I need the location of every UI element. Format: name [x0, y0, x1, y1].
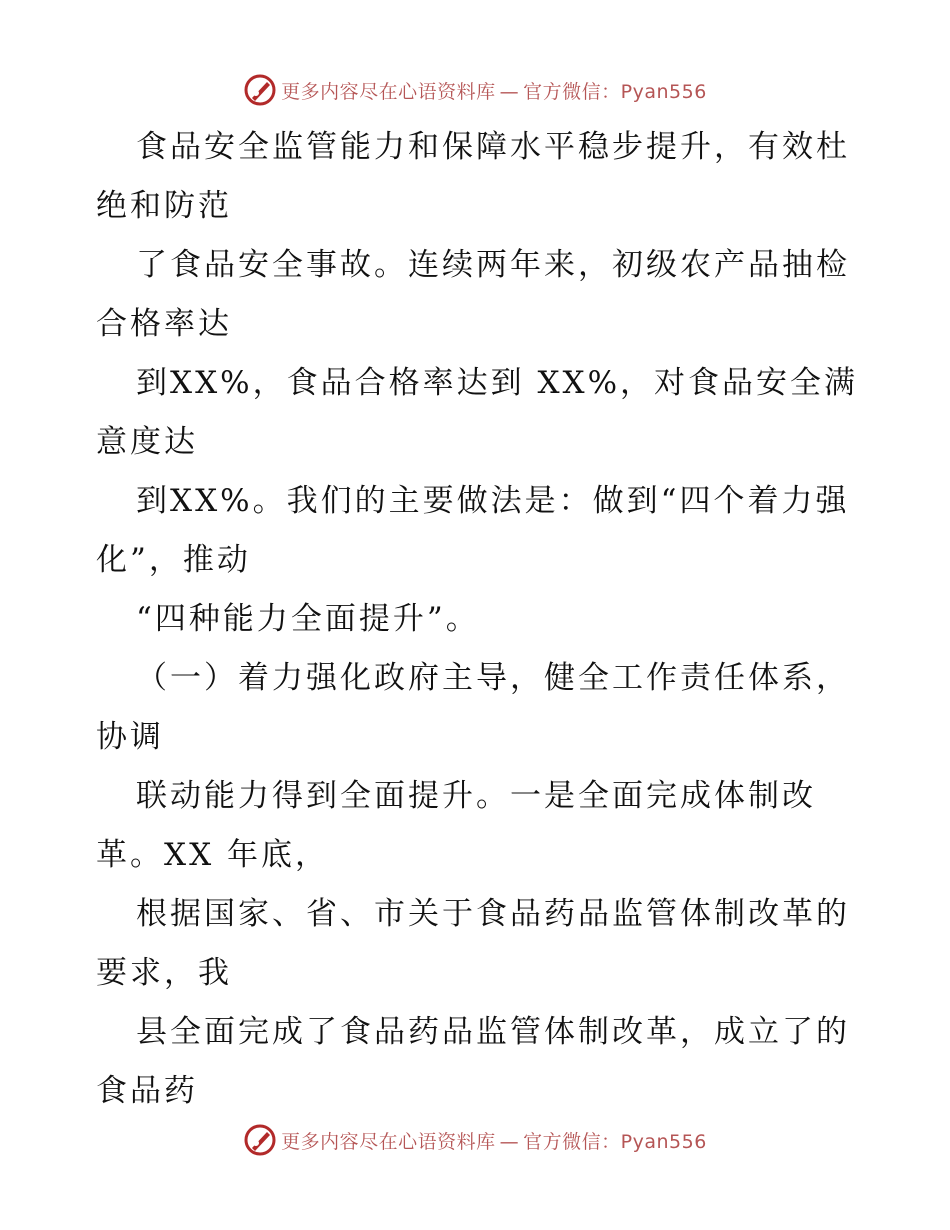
- logo-icon: [243, 73, 277, 107]
- header-banner-text: 更多内容尽在心语资料库 — 官方微信：Pyan556: [281, 80, 707, 103]
- paragraph-line: 到XX%，食品合格率达到 XX%，对食品安全满意度达: [96, 365, 859, 460]
- footer-banner-text: 更多内容尽在心语资料库 — 官方微信：Pyan556: [281, 1130, 707, 1153]
- paragraph-line: 到XX%。我们的主要做法是：做到“四个着力强化”，推动: [96, 483, 850, 578]
- paragraph-line: 县全面完成了食品药品监管体制改革，成立了的食品药: [96, 1014, 850, 1109]
- paragraph-line: 食品安全监管能力和保障水平稳步提升，有效杜绝和防范: [96, 129, 850, 224]
- paragraph-line: 联动能力得到全面提升。一是全面完成体制改革。XX 年底，: [96, 778, 816, 873]
- footer-banner: [0, 1120, 950, 1160]
- paragraph-line: 根据国家、省、市关于食品药品监管体制改革的要求，我: [96, 896, 850, 991]
- logo-icon: [243, 1123, 277, 1157]
- paragraph-line: 了食品安全事故。连续两年来，初级农产品抽检合格率达: [96, 247, 850, 342]
- header-banner: [0, 70, 950, 110]
- paragraph-line: （一）着力强化政府主导，健全工作责任体系，协调: [96, 660, 850, 755]
- paragraph-line: “四种能力全面提升”。: [136, 601, 480, 637]
- document-body: [96, 118, 866, 1121]
